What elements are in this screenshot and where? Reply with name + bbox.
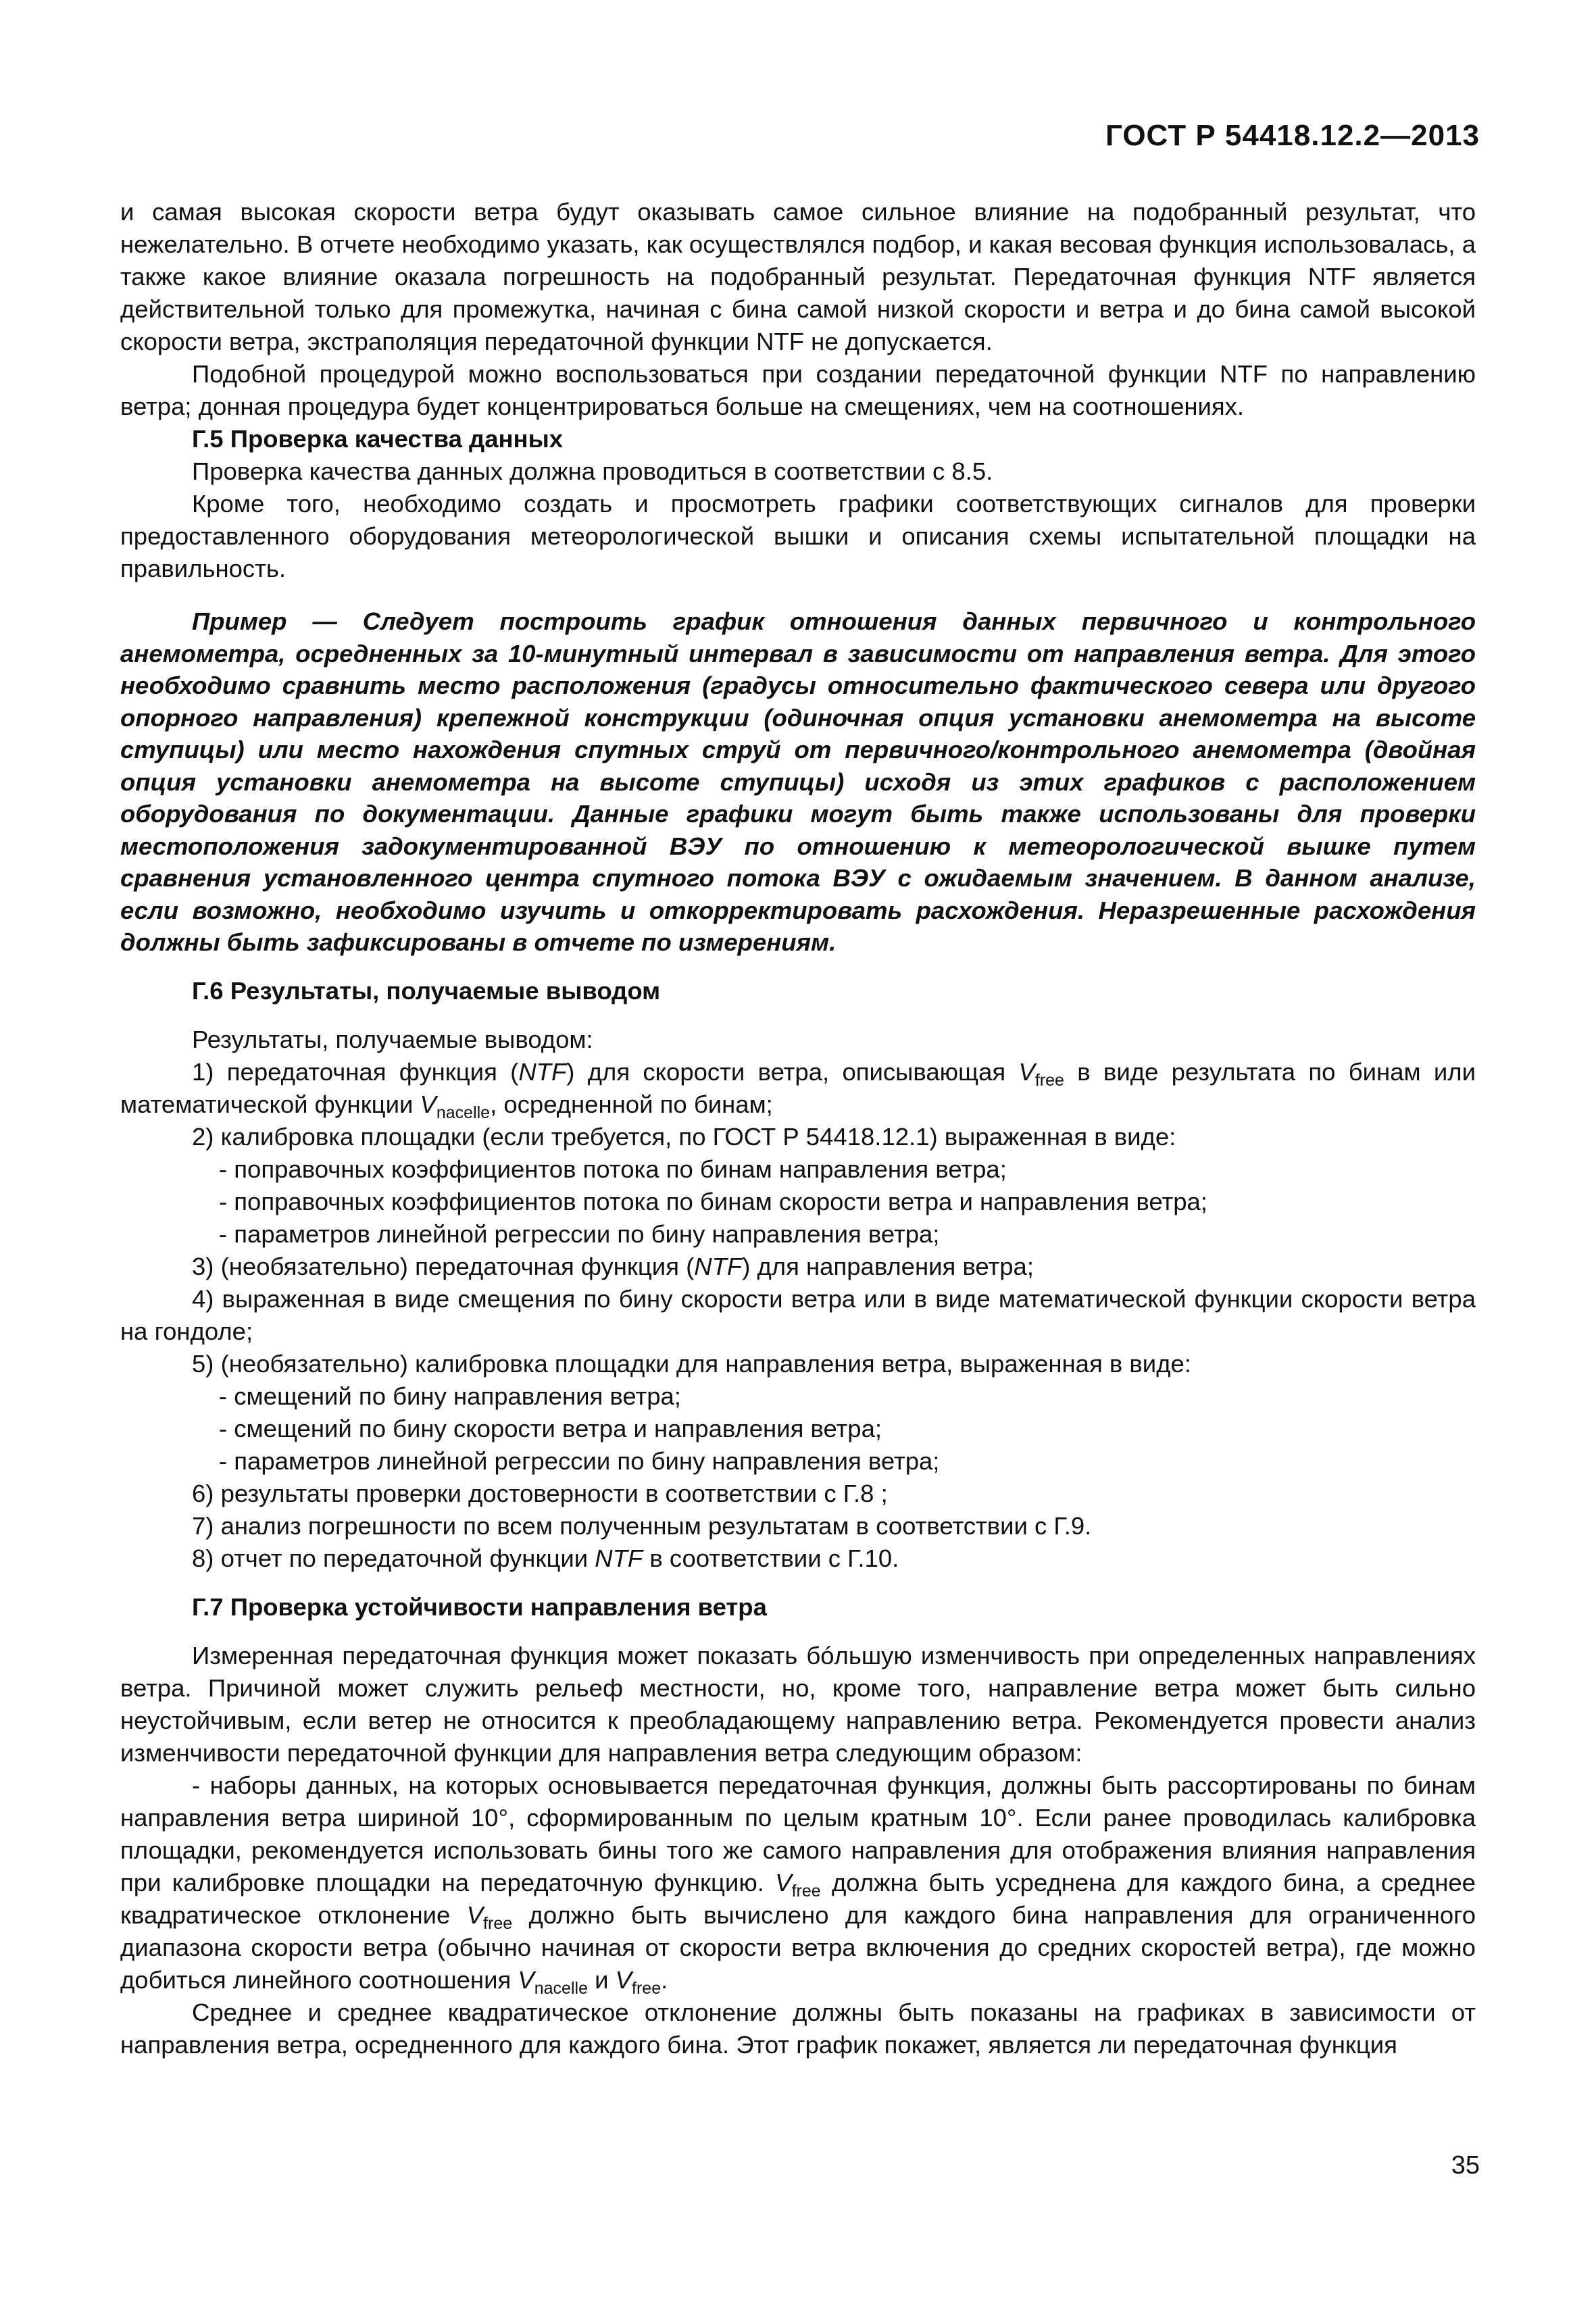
- g6-list-item-6: 6) результаты проверки достоверности в соответствии с Г.8 ;: [192, 1479, 888, 1507]
- g5-paragraph-1: Проверка качества данных должна проводиться в соответствии с 8.5.: [192, 457, 993, 485]
- g6-list-item-7: 7) анализ погрешности по всем полученным результатам в соответствии с Г.9.: [192, 1511, 1092, 1540]
- g7-paragraph-3: Среднее и среднее квадратическое отклонение должны быть показаны на графиках в зависимости от направления ветра, осредненного для каждого бина. Этот график покажет, является ли передаточная функция: [120, 1998, 1476, 2059]
- g7-paragraph-2: - наборы данных, на которых основывается передаточная функция, должны быть рассортированы по бинам направления ветра шириной 10°, сформированным по целым кратным 10°. Если ранее проводилась калибровка площадки, рекомендуется использовать бины того же самого направления для отображения влияния направления при калибровке площадки на передаточную функцию. $V_{free}$ должна быть усреднена для каждого бина, а среднее квадратическое отклонение $V_{free}$ должно быть вычислено для каждого бина направления для ограниченного диапазона скорости ветра (обычно начиная от скорости ветра включения до средних скоростей ветра), где можно добиться линейного соотношения $V_{nacelle}$ и $V_{free}$.: [120, 1771, 1476, 1998]
- section-heading-g6: Г.6 Результаты, получаемые выводом: [192, 976, 661, 1005]
- g6-list-item-5-sub: - смещений по бину направления ветра;: [219, 1382, 681, 1410]
- g6-list-item-2-sub: - поправочных коэффициентов потока по бинам скорости ветра и направления ветра;: [219, 1187, 1207, 1215]
- g7-paragraph-1: Измеренная передаточная функция может показать бóльшую изменчивость при определенных направлениях ветра. Причиной может служить рельеф местности, но, кроме того, направление ветра может быть сильно неустойчивым, если ветер не относится к преобладающему направлению ветра. Рекомендуется провести анализ изменчивости передаточной функции для направления ветра следующим образом:: [120, 1641, 1476, 1767]
- section-heading-g5: Г.5 Проверка качества данных: [192, 425, 564, 453]
- g5-example: Пример — Следует построить график отношения данных первичного и контрольного анемометра, осредненных за 10-минутный интервал в зависимости от направления ветра. Для этого необходимо сравнить место расположения (градусы относительно фактического севера или другого опорного направления) крепежной конструкции (одиночная опция установки анемометра на высоте ступицы) или место нахождения спутных струй от первичного/контрольного анемометра (двойная опция установки анемометра на высоте ступицы) исходя из этих графиков с расположением оборудования по документации. Данные графики могут быть также использованы для проверки местоположения задокументированной ВЭУ по отношению к метеорологической вышке путем сравнения установленного центра спутного потока ВЭУ с ожидаемым значением. В данном анализе, если возможно, необходимо изучить и откорректировать расхождения. Неразрешенные расхождения должны быть зафиксированы в отчете по измерениям.: [120, 607, 1476, 956]
- g6-intro: Результаты, получаемые выводом:: [192, 1025, 593, 1053]
- g6-list-item-2-sub: - параметров линейной регрессии по бину направления ветра;: [219, 1219, 940, 1248]
- g6-list-item-3: 3) (необязательно) передаточная функция (NTF) для направления ветра;: [192, 1252, 1034, 1280]
- g6-list-item-5-sub: - смещений по бину скорости ветра и направления ветра;: [219, 1414, 882, 1442]
- paragraph-ntf-direction: Подобной процедурой можно воспользоваться при создании передаточной функции NTF по направлению ветра; донная процедура будет концентрироваться больше на смещениях, чем на соотношениях.: [120, 360, 1476, 420]
- section-heading-g7: Г.7 Проверка устойчивости направления ветра: [192, 1592, 767, 1621]
- g6-list-item-5: 5) (необязательно) калибровка площадки для направления ветра, выраженная в виде:: [192, 1349, 1191, 1378]
- document-header: ГОСТ Р 54418.12.2—2013: [1105, 119, 1480, 152]
- g6-list-item-5-sub: - параметров линейной регрессии по бину направления ветра;: [219, 1447, 940, 1475]
- g6-list-item-1: 1) передаточная функция (NTF) для скорости ветра, описывающая $V_{free}$ в виде результата по бинам или математической функции $V_{nacelle}$, осредненной по бинам;: [120, 1057, 1476, 1122]
- page-number: 35: [1451, 2151, 1480, 2180]
- g6-list-item-4: 4) выраженная в виде смещения по бину скорости ветра или в виде математической функции скорости ветра на гондоле;: [120, 1284, 1476, 1345]
- g6-list-item-2-sub: - поправочных коэффициентов потока по бинам направления ветра;: [219, 1155, 1007, 1183]
- g6-list-item-8: 8) отчет по передаточной функции NTF в соответствии с Г.10.: [192, 1544, 899, 1572]
- g6-list-item-2: 2) калибровка площадки (если требуется, по ГОСТ Р 54418.12.1) выраженная в виде:: [192, 1122, 1176, 1151]
- page-content: [120, 196, 1476, 2061]
- g5-paragraph-2: Кроме того, необходимо создать и просмотреть графики соответствующих сигналов для проверки предоставленного оборудования метеорологической вышки и описания схемы испытательной площадки на правильность.: [120, 490, 1476, 582]
- paragraph-continuation: и самая высокая скорости ветра будут оказывать самое сильное влияние на подобранный результат, что нежелательно. В отчете необходимо указать, как осуществлялся подбор, и какая весовая функция использовалась, а также какое влияние оказала погрешность на подобранный результат. Передаточная функция NTF является действительной только для промежутка, начиная с бина самой низкой скорости и ветра и до бина самой высокой скорости ветра, экстраполяция передаточной функции NTF не допускается.: [120, 198, 1476, 355]
